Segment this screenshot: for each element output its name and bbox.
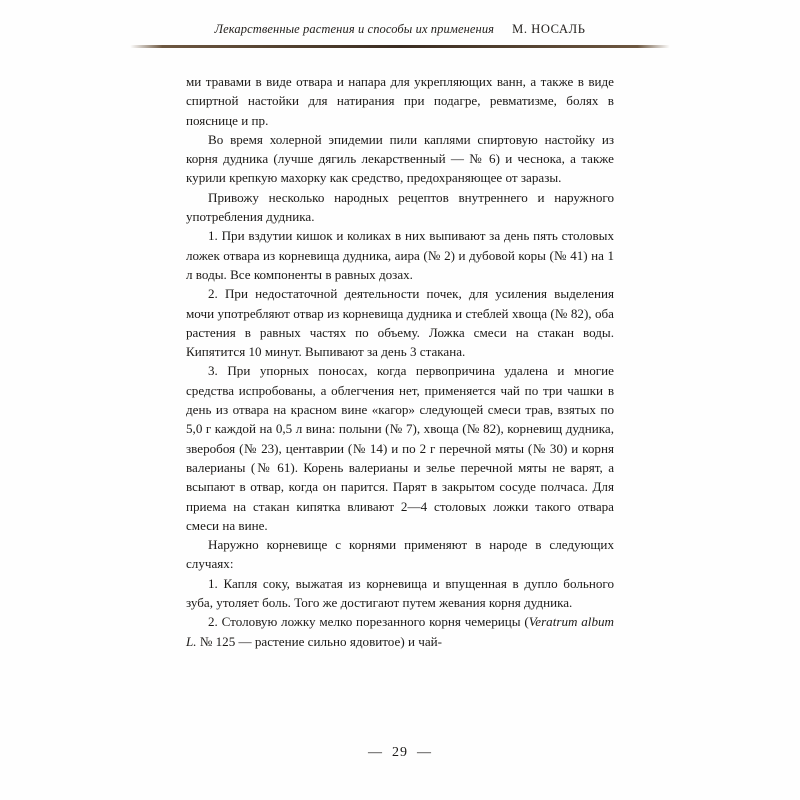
- header-divider-bar: [130, 45, 670, 48]
- paragraph: Наружно корневище с корнями применяют в народе в следующих случаях:: [186, 537, 614, 572]
- folio-number: 29: [392, 745, 408, 760]
- paragraph-text-before: 2. Столовую ложку мелко порезанного корня чемерицы (: [208, 614, 529, 630]
- header-book-title: Лекарственные растения и способы их применения: [214, 22, 495, 36]
- folio-dash-right: —: [417, 745, 432, 760]
- paragraph: Во время холерной эпидемии пили каплями спиртовую настойку из корня дудника (лучше дягиль лекарственный — № 6) и чеснока, а также курили крепкую махорку как средство, предохраняющее от заразы.: [186, 131, 614, 186]
- paragraph-with-italic: [186, 612, 614, 651]
- paragraph: 1. Капля соку, выжатая из корневища и впущенная в дупло больного зуба, утоляет боль. Того же достигают путем жевания корня дудника.: [186, 575, 614, 611]
- paragraph: 3. При упорных поносах, когда первопричина удалена и многие средства испробованы, а облегчения нет, применяется чай по три чашки в день из отвара на красном вине «кагор» следующей смеси трав, взятых по 5,0 г каждой на 0,5 л вина: полыни (№ 7), хвоща (№ 82), корневищ дудника, зверобоя (№ 23), центаврии (№ 14) и по 2 г перечной мяты (№ 30) и корня валерианы (№ 61). Корень валерианы и зелье перечной мяты не варят, а всыпают в отвар, когда он парится. Парят в закрытом сосуде полчаса. Для приема на стакан кипятка вливают 2—4 столовых ложки такого отвара смеси на вине.: [186, 363, 614, 533]
- paragraph-text-after: № 125 — растение сильно ядовитое) и чай-: [196, 633, 443, 649]
- page-header: [130, 22, 670, 56]
- folio-dash-left: —: [368, 745, 383, 760]
- paragraph: ми травами в виде отвара и напара для укрепляющих ванн, а также в виде спиртной настойки для натирания при подагре, ревматизме, болях в пояснице и пр.: [186, 74, 614, 128]
- paragraph: 1. При вздутии кишок и коликах в них выпивают за день пять столовых ложек отвара из корневища дудника, аира (№ 2) и дубовой коры (№ 41) на 1 л воды. Все компоненты в равных дозах.: [186, 228, 614, 282]
- page-body-text: [186, 72, 614, 651]
- header-divider-rule: [130, 44, 670, 48]
- paragraph: Привожу несколько народных рецептов внутреннего и наружного употребления дудника.: [186, 189, 614, 225]
- page-folio: [0, 745, 800, 761]
- header-author: М. НОСАЛЬ: [512, 22, 586, 36]
- latin-species-name: Veratrum album L.: [186, 614, 614, 649]
- paragraph: 2. При недостаточной деятельности почек, для усиления выделения мочи употребляют отвар из корневища дудника и стеблей хвоща (№ 82), оба растения в равных частях по объему. Ложка смеси на стакан воды. Кипятится 10 минут. Выпивают за день 3 стакана.: [186, 286, 614, 360]
- header-line: [130, 22, 670, 37]
